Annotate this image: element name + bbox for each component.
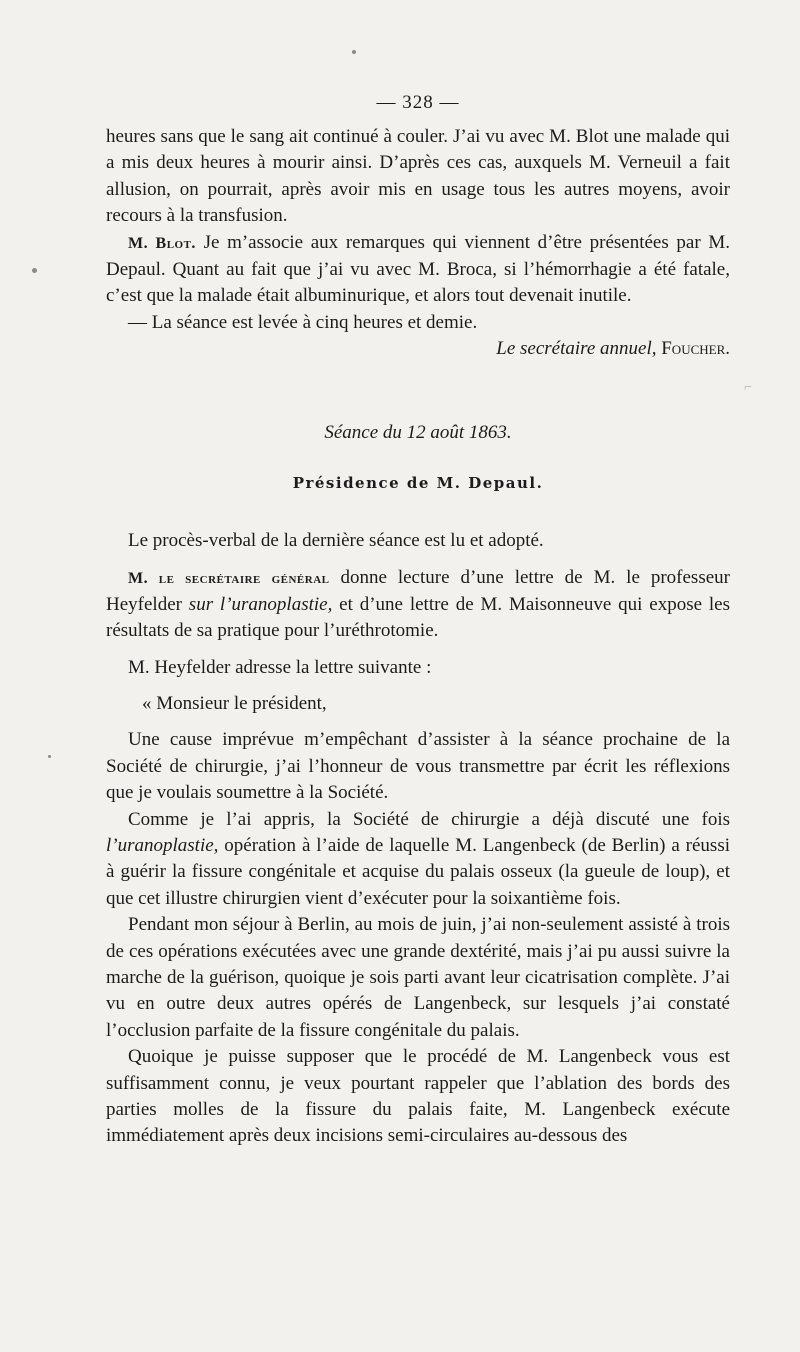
letter-p2-a: Comme je l’ai appris, la Société de chirurgie a déjà discuté une fois: [128, 808, 730, 830]
letter-p2-italic: l’uranoplastie,: [106, 834, 219, 856]
secretaire-text-b: et d’une lettre de M. Maisonneuve qui expose les résultats de sa pratique pour l’uréthrotomie.: [106, 594, 730, 642]
ink-speck: [48, 755, 51, 758]
letter-paragraph-3: Pendant mon séjour à Berlin, au mois de juin, j’ai non-seulement assisté à trois de ces opérations exécutées avec une grande dextérité, mais j’ai pu aussi suivre la marche de la guérison, quoique je sois parti avant leur cicatrisation complète. J’ai vu en outre deux autres opérés de Langenbeck, sur lesquels j’ai constaté l’occlusion parfaite de la fissure congénitale du palais.: [106, 914, 730, 1041]
ink-speck: [32, 268, 37, 273]
secretaire-italic: sur l’uranoplastie,: [188, 594, 333, 616]
page-number: — 328 —: [376, 92, 460, 113]
signature-label: Le secrétaire annuel,: [496, 338, 657, 360]
session-title: Séance du 12 août 1863.: [324, 422, 512, 444]
paragraph-heyfelder-intro: M. Heyfelder adresse la lettre suivante :: [128, 656, 432, 678]
blot-text: Je m’associe aux remarques qui viennent d’être présentées par M. Depaul. Quant au fait que j’ai vu avec M. Broca, si l’hémorrhagie a été fatale, c’est que la malade était albuminurique, et alors tout devenait inutile.: [106, 231, 730, 307]
document-page: [106, 92, 730, 1322]
letter-salutation: « Monsieur le président,: [142, 693, 327, 715]
letter-paragraph-4: Quoique je puisse supposer que le procédé de M. Langenbeck vous est suffisamment connu, je veux pourtant rappeler que l’ablation des bords des parties molles de la fissure du palais faite, M. Langenbeck exécute immédiatement après deux incisions semi-circulaires au-dessous des: [106, 1046, 730, 1147]
speaker-secretaire: M. le secrétaire général: [128, 569, 330, 587]
presidency-heading: Présidence de M. Depaul.: [292, 474, 544, 493]
ink-speck: [352, 50, 356, 54]
margin-mark: ⌐: [744, 380, 752, 395]
letter-p2-b: opération à l’aide de laquelle M. Langenbeck (de Berlin) a réussi à guérir la fissure congénitale et acquise du palais osseux (la gueule de loup), et que cet illustre chirurgien vient d’exécuter pour la soixantième fois.: [106, 834, 730, 909]
signature-name: Foucher.: [661, 338, 730, 360]
paragraph-blot: [106, 230, 730, 310]
secretaire-text-a: donne lecture d’une lettre de M. le professeur Heyfelder: [106, 566, 730, 616]
paragraph-levee: — La séance est levée à cinq heures et demie.: [128, 311, 478, 333]
letter-paragraph-2: [106, 807, 730, 913]
paragraph-proces-verbal: Le procès-verbal de la dernière séance est lu et adopté.: [128, 530, 544, 552]
letter-paragraph-1: Une cause imprévue m’empêchant d’assister à la séance prochaine de la Société de chirurgie, j’ai l’honneur de vous transmettre par écrit les réflexions que je voulais soumettre à la Société.: [106, 729, 730, 804]
signature: [106, 336, 730, 362]
paragraph-secretaire: [106, 565, 730, 645]
speaker-blot: M. Blot.: [128, 234, 196, 252]
paragraph-continuation: heures sans que le sang ait continué à couler. J’ai vu avec M. Blot une malade qui a mis deux heures à mourir ainsi. D’après ces cas, auxquels M. Verneuil a fait allusion, on pourrait, après avoir mis en usage tous les autres moyens, avoir recours à la transfusion.: [106, 126, 730, 227]
